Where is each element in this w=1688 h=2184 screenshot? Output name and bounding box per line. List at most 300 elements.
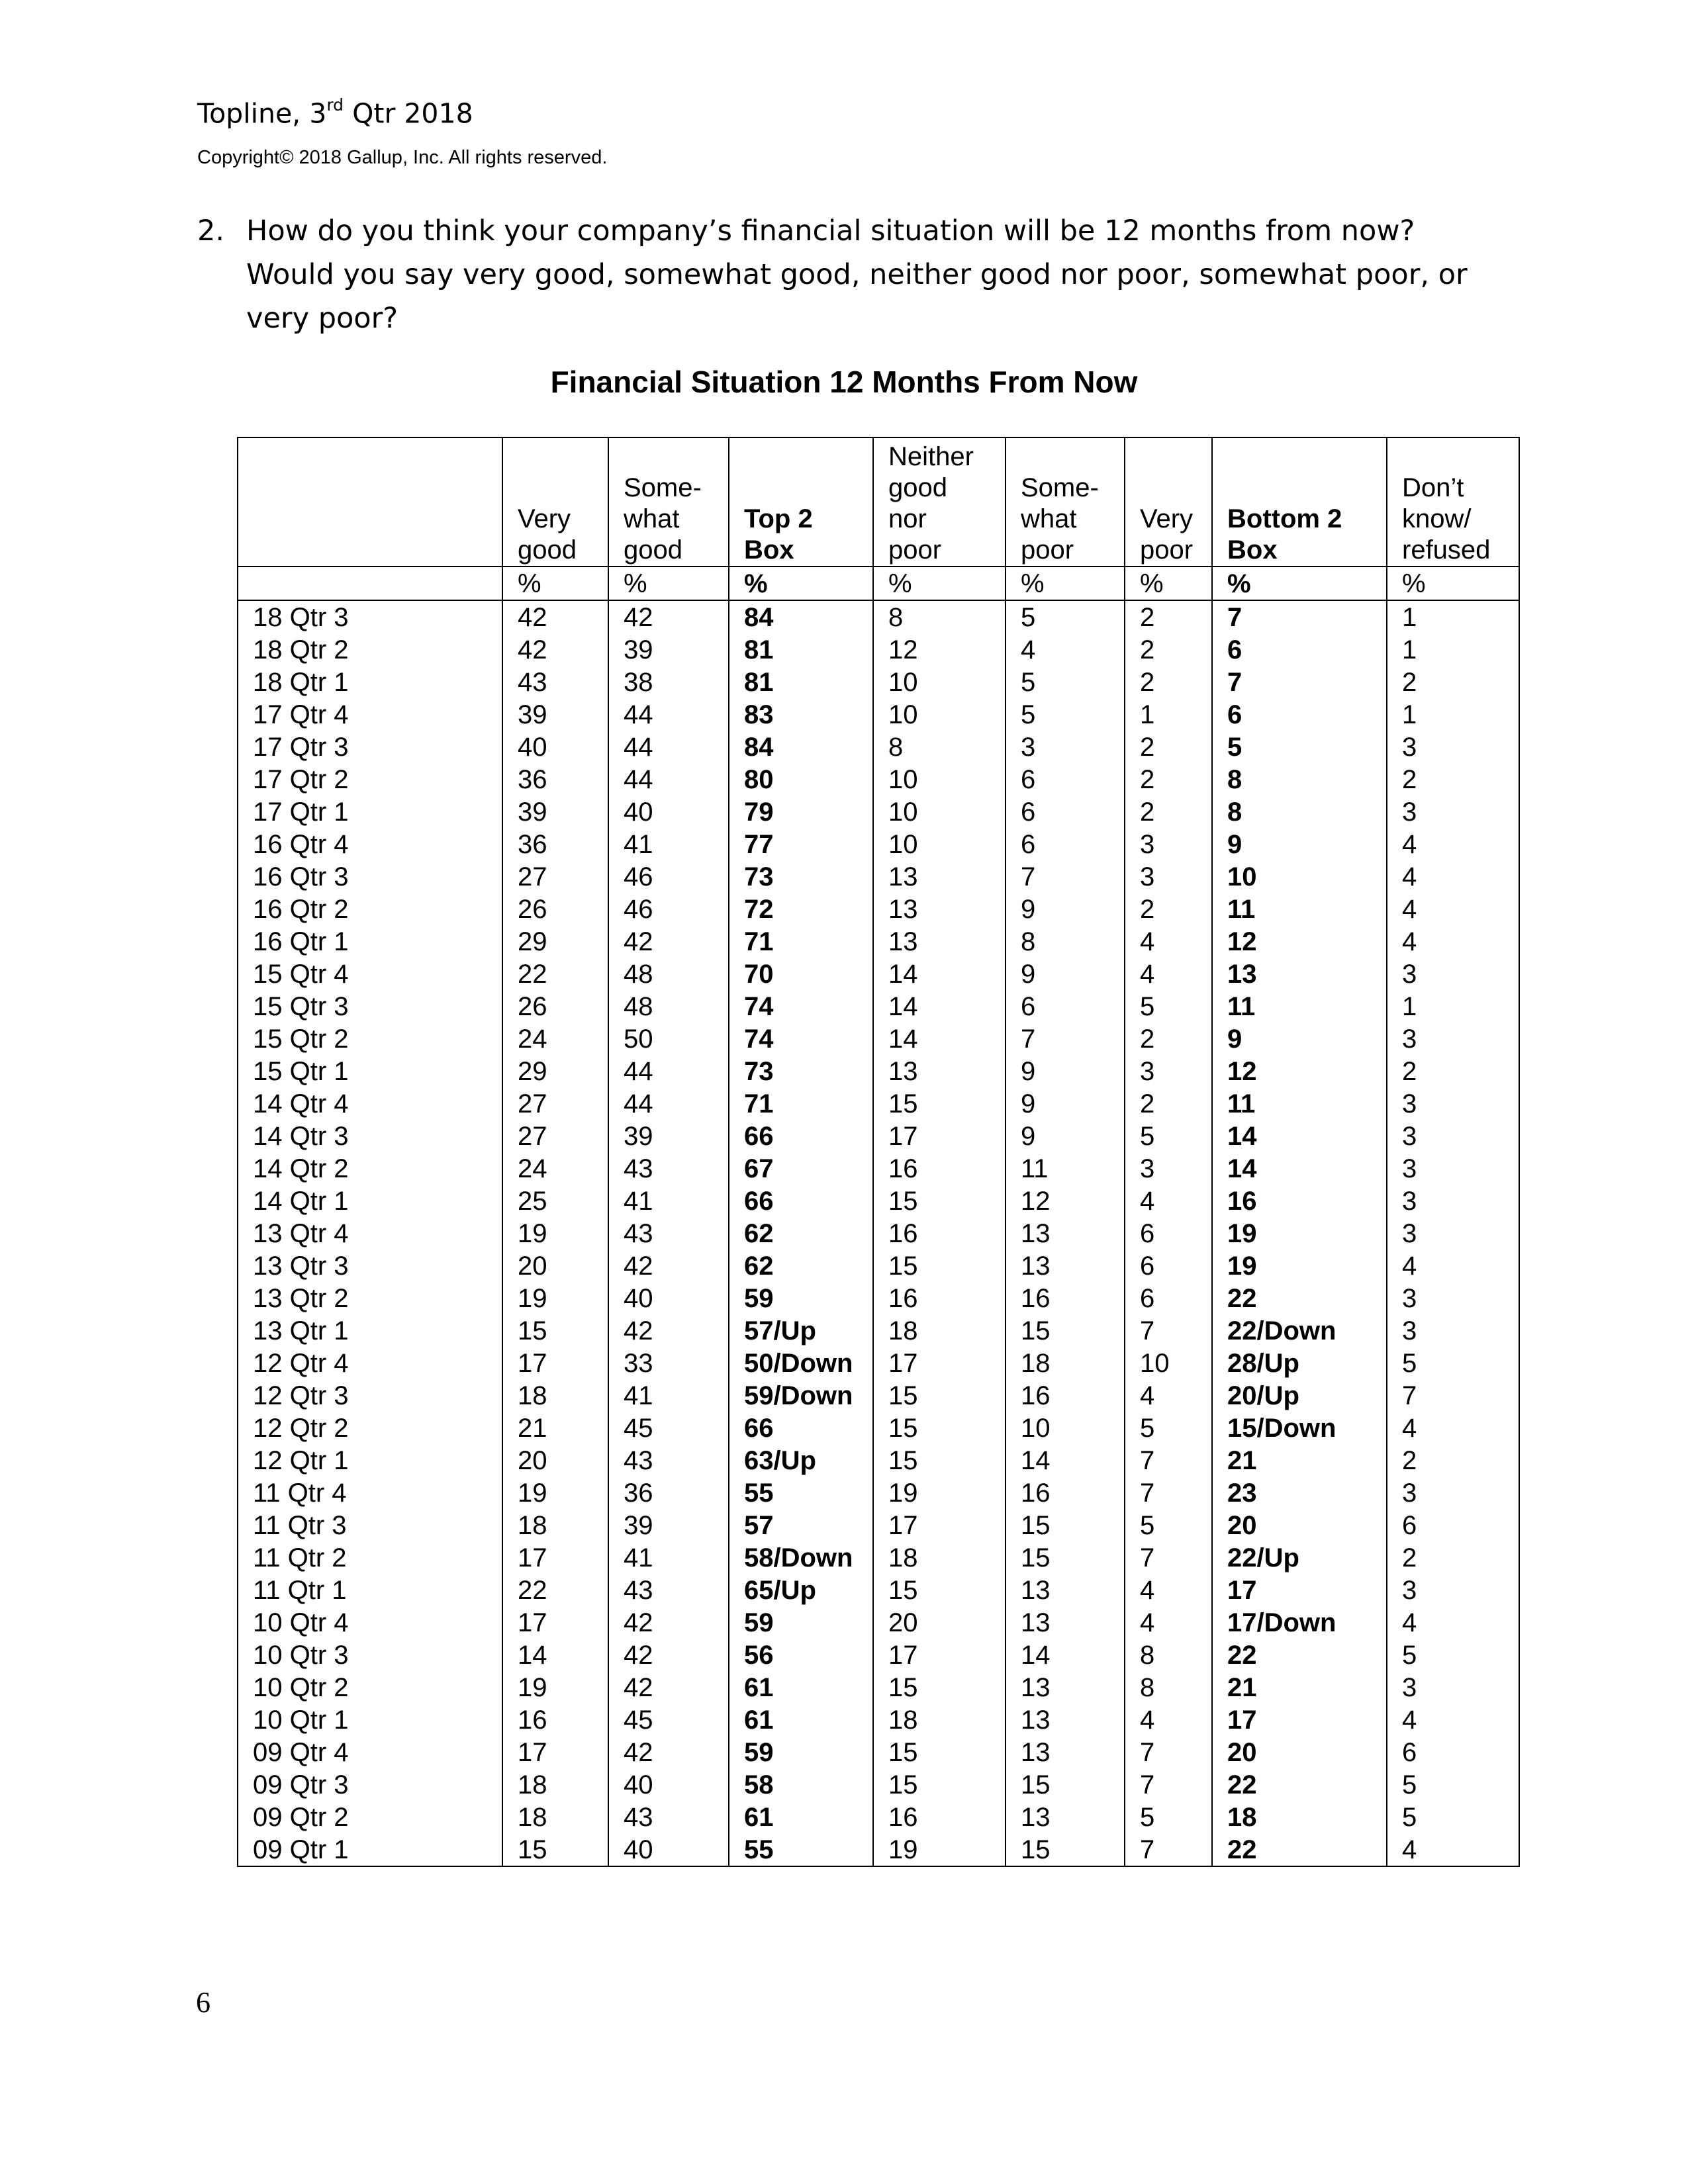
- table-cell: 3: [1125, 1055, 1212, 1087]
- table-cell: 3: [1387, 1152, 1519, 1185]
- table-cell: 14: [1006, 1444, 1125, 1477]
- table-cell: 9: [1212, 828, 1387, 860]
- row-period-label: 12 Qtr 4: [238, 1347, 502, 1379]
- column-header: [502, 437, 608, 567]
- column-header-line: poor: [1021, 535, 1074, 565]
- table-cell: 17: [502, 1541, 608, 1574]
- table-cell: 39: [502, 796, 608, 828]
- table-cell: 8: [1212, 763, 1387, 796]
- table-cell: 11: [1212, 990, 1387, 1023]
- table-cell: 27: [502, 860, 608, 893]
- table-cell: 18: [873, 1314, 1006, 1347]
- table-cell: 18: [873, 1541, 1006, 1574]
- table-cell: 1: [1387, 633, 1519, 666]
- table-cell: 2: [1387, 666, 1519, 698]
- table-cell: 3: [1006, 731, 1125, 763]
- table-row: [238, 1639, 1519, 1671]
- table-cell: 18: [873, 1704, 1006, 1736]
- table-cell: 40: [608, 1282, 729, 1314]
- table-cell: 10: [873, 698, 1006, 731]
- table-cell: 45: [608, 1412, 729, 1444]
- table-header-row: [238, 437, 1519, 567]
- table-cell: 17: [873, 1120, 1006, 1152]
- table-row: [238, 1379, 1519, 1412]
- row-period-label: 10 Qtr 2: [238, 1671, 502, 1704]
- table-cell: 39: [608, 633, 729, 666]
- table-cell: 77: [729, 828, 873, 860]
- table-cell: 2: [1125, 731, 1212, 763]
- table-cell: 2: [1387, 1541, 1519, 1574]
- column-header-line: refused: [1402, 535, 1491, 565]
- table-cell: 14: [873, 958, 1006, 990]
- table-cell: 41: [608, 1185, 729, 1217]
- unit-cell: %: [502, 567, 608, 600]
- row-period-label: 09 Qtr 2: [238, 1801, 502, 1833]
- table-row: [238, 1087, 1519, 1120]
- table-cell: 38: [608, 666, 729, 698]
- table-cell: 18: [502, 1509, 608, 1541]
- table-cell: 43: [608, 1574, 729, 1606]
- header-title-suffix: Qtr 2018: [344, 97, 473, 130]
- table-cell: 33: [608, 1347, 729, 1379]
- table-cell: 14: [873, 990, 1006, 1023]
- table-cell: 15: [502, 1833, 608, 1866]
- table-row: [238, 1671, 1519, 1704]
- table-cell: 15: [873, 1379, 1006, 1412]
- table-cell: 42: [608, 925, 729, 958]
- table-cell: 24: [502, 1152, 608, 1185]
- unit-cell: %: [729, 567, 873, 600]
- table-cell: 4: [1387, 1833, 1519, 1866]
- table-cell: 2: [1125, 633, 1212, 666]
- table-row: [238, 1736, 1519, 1768]
- table-row: [238, 1347, 1519, 1379]
- table-cell: 6: [1006, 796, 1125, 828]
- table-cell: 1: [1387, 698, 1519, 731]
- table-cell: 2: [1125, 1087, 1212, 1120]
- row-period-label: 18 Qtr 1: [238, 666, 502, 698]
- column-header: [608, 437, 729, 567]
- table-cell: 50/Down: [729, 1347, 873, 1379]
- table-cell: 57/Up: [729, 1314, 873, 1347]
- page-number: 6: [196, 1986, 211, 2019]
- table-row: [238, 860, 1519, 893]
- table-cell: 7: [1125, 1833, 1212, 1866]
- table-cell: 5: [1387, 1347, 1519, 1379]
- table-cell: 9: [1006, 1120, 1125, 1152]
- table-cell: 13: [1006, 1736, 1125, 1768]
- table-cell: 2: [1125, 600, 1212, 633]
- table-row: [238, 1282, 1519, 1314]
- table-cell: 57: [729, 1509, 873, 1541]
- table-cell: 36: [608, 1477, 729, 1509]
- table-cell: 5: [1125, 990, 1212, 1023]
- table-cell: 15/Down: [1212, 1412, 1387, 1444]
- table-cell: 4: [1125, 1379, 1212, 1412]
- table-cell: 15: [873, 1671, 1006, 1704]
- table-cell: 22: [502, 958, 608, 990]
- table-cell: 42: [502, 633, 608, 666]
- row-period-label: 15 Qtr 1: [238, 1055, 502, 1087]
- table-cell: 15: [1006, 1314, 1125, 1347]
- table-cell: 66: [729, 1120, 873, 1152]
- column-header-line: Don’t: [1402, 473, 1464, 502]
- unit-cell: %: [1387, 567, 1519, 600]
- table-cell: 16: [1006, 1477, 1125, 1509]
- table-cell: 55: [729, 1477, 873, 1509]
- row-period-label: 09 Qtr 4: [238, 1736, 502, 1768]
- row-period-label: 18 Qtr 3: [238, 600, 502, 633]
- table-cell: 74: [729, 990, 873, 1023]
- row-period-label: 09 Qtr 3: [238, 1768, 502, 1801]
- table-cell: 16: [873, 1801, 1006, 1833]
- table-cell: 22: [1212, 1282, 1387, 1314]
- column-header-line: [1140, 473, 1211, 504]
- table-cell: 2: [1125, 666, 1212, 698]
- table-cell: 16: [1212, 1185, 1387, 1217]
- table-cell: 9: [1006, 1055, 1125, 1087]
- column-header-line: Box: [1227, 535, 1278, 565]
- row-period-label: 11 Qtr 2: [238, 1541, 502, 1574]
- table-cell: 42: [502, 600, 608, 633]
- table-cell: 40: [502, 731, 608, 763]
- table-cell: 13: [1006, 1574, 1125, 1606]
- table-row: [238, 1477, 1519, 1509]
- table-cell: 7: [1125, 1736, 1212, 1768]
- table-cell: 43: [608, 1217, 729, 1250]
- table-cell: 5: [1006, 600, 1125, 633]
- row-period-label: 16 Qtr 4: [238, 828, 502, 860]
- row-period-label: 17 Qtr 3: [238, 731, 502, 763]
- table-cell: 40: [608, 1768, 729, 1801]
- table-cell: 6: [1212, 633, 1387, 666]
- table-cell: 36: [502, 763, 608, 796]
- table-row: [238, 1833, 1519, 1866]
- table-cell: 6: [1125, 1250, 1212, 1282]
- table-cell: 3: [1387, 958, 1519, 990]
- table-cell: 7: [1125, 1768, 1212, 1801]
- table-cell: 4: [1125, 1574, 1212, 1606]
- table-row: [238, 1412, 1519, 1444]
- copyright-notice: Copyright© 2018 Gallup, Inc. All rights reserved.: [197, 147, 608, 168]
- table-cell: 18: [502, 1379, 608, 1412]
- column-header-line: [1402, 441, 1519, 473]
- table-cell: 4: [1387, 1704, 1519, 1736]
- table-row: [238, 1120, 1519, 1152]
- table-cell: 15: [1006, 1541, 1125, 1574]
- table-cell: 40: [608, 796, 729, 828]
- table-cell: 59/Down: [729, 1379, 873, 1412]
- table-cell: 13: [1006, 1801, 1125, 1833]
- table-cell: 55: [729, 1833, 873, 1866]
- table-cell: 15: [873, 1444, 1006, 1477]
- table-cell: 5: [1006, 698, 1125, 731]
- table-cell: 11: [1006, 1152, 1125, 1185]
- table-cell: 5: [1212, 731, 1387, 763]
- table-cell: 7: [1006, 1023, 1125, 1055]
- row-period-label: 14 Qtr 3: [238, 1120, 502, 1152]
- table-cell: 44: [608, 698, 729, 731]
- row-period-label: 09 Qtr 1: [238, 1833, 502, 1866]
- table-cell: 3: [1387, 1282, 1519, 1314]
- row-period-label: 11 Qtr 3: [238, 1509, 502, 1541]
- table-cell: 27: [502, 1120, 608, 1152]
- table-row: [238, 1152, 1519, 1185]
- table-cell: 22: [502, 1574, 608, 1606]
- table-cell: 19: [502, 1217, 608, 1250]
- column-header-line: good: [624, 535, 682, 565]
- row-period-label: 16 Qtr 1: [238, 925, 502, 958]
- table-cell: 3: [1387, 796, 1519, 828]
- table-body: [238, 600, 1519, 1866]
- table-cell: 6: [1387, 1736, 1519, 1768]
- table-cell: 41: [608, 828, 729, 860]
- table-cell: 39: [608, 1120, 729, 1152]
- table-cell: 21: [1212, 1444, 1387, 1477]
- row-period-label: 14 Qtr 2: [238, 1152, 502, 1185]
- table-cell: 10: [1125, 1347, 1212, 1379]
- table-cell: 81: [729, 633, 873, 666]
- table-cell: 56: [729, 1639, 873, 1671]
- table-cell: 3: [1387, 1087, 1519, 1120]
- table-cell: 13: [1006, 1704, 1125, 1736]
- table-cell: 22/Down: [1212, 1314, 1387, 1347]
- table-cell: 15: [873, 1736, 1006, 1768]
- table-cell: 3: [1125, 828, 1212, 860]
- row-period-label: 12 Qtr 2: [238, 1412, 502, 1444]
- table-cell: 17: [502, 1736, 608, 1768]
- table-cell: 41: [608, 1379, 729, 1412]
- table-cell: 4: [1387, 893, 1519, 925]
- table-cell: 3: [1387, 1477, 1519, 1509]
- table-cell: 39: [608, 1509, 729, 1541]
- table-cell: 15: [873, 1574, 1006, 1606]
- column-header-line: Bottom 2: [1227, 504, 1342, 533]
- table-cell: 20: [1212, 1736, 1387, 1768]
- table-row: [238, 893, 1519, 925]
- table-cell: 3: [1387, 1023, 1519, 1055]
- table-row: [238, 990, 1519, 1023]
- table-cell: 12: [873, 633, 1006, 666]
- table-cell: 15: [873, 1768, 1006, 1801]
- table-cell: 16: [1006, 1282, 1125, 1314]
- table-row: [238, 1704, 1519, 1736]
- row-period-label: 16 Qtr 3: [238, 860, 502, 893]
- table-cell: 10: [873, 828, 1006, 860]
- table-cell: 83: [729, 698, 873, 731]
- table-cell: 5: [1125, 1120, 1212, 1152]
- table-cell: 16: [873, 1152, 1006, 1185]
- unit-cell: %: [873, 567, 1006, 600]
- table-cell: 2: [1125, 893, 1212, 925]
- table-cell: 36: [502, 828, 608, 860]
- unit-cell: %: [1212, 567, 1387, 600]
- table-cell: 28/Up: [1212, 1347, 1387, 1379]
- column-header-line: [1227, 441, 1386, 473]
- table-row: [238, 796, 1519, 828]
- table-cell: 17: [502, 1606, 608, 1639]
- table-cell: 3: [1387, 731, 1519, 763]
- row-period-label: 18 Qtr 2: [238, 633, 502, 666]
- table-cell: 71: [729, 925, 873, 958]
- table-cell: 13: [1006, 1217, 1125, 1250]
- table-cell: 17: [873, 1639, 1006, 1671]
- table-row: [238, 600, 1519, 633]
- header-title-prefix: Topline, 3: [197, 97, 327, 130]
- table-cell: 61: [729, 1801, 873, 1833]
- table-cell: 13: [1006, 1606, 1125, 1639]
- table-cell: 14: [873, 1023, 1006, 1055]
- column-header-line: Very: [1140, 504, 1194, 533]
- table-cell: 2: [1125, 763, 1212, 796]
- table-cell: 15: [873, 1412, 1006, 1444]
- table-cell: 4: [1387, 828, 1519, 860]
- table-cell: 44: [608, 1055, 729, 1087]
- table-cell: 4: [1125, 1704, 1212, 1736]
- table-cell: 67: [729, 1152, 873, 1185]
- question-number: 2.: [197, 214, 225, 248]
- table-cell: 9: [1006, 1087, 1125, 1120]
- table-cell: 20: [873, 1606, 1006, 1639]
- table-row: [238, 763, 1519, 796]
- table-cell: 66: [729, 1185, 873, 1217]
- table-cell: 13: [1006, 1250, 1125, 1282]
- table-cell: 81: [729, 666, 873, 698]
- table-row: [238, 1185, 1519, 1217]
- table-cell: 29: [502, 1055, 608, 1087]
- table-cell: 14: [1212, 1152, 1387, 1185]
- table-cell: 26: [502, 990, 608, 1023]
- table-cell: 19: [873, 1477, 1006, 1509]
- table-cell: 5: [1387, 1801, 1519, 1833]
- row-period-label: 15 Qtr 3: [238, 990, 502, 1023]
- table-cell: 19: [502, 1671, 608, 1704]
- column-header-line: know/: [1402, 504, 1472, 533]
- table-cell: 18: [1006, 1347, 1125, 1379]
- table-cell: 62: [729, 1217, 873, 1250]
- table-cell: 17: [1212, 1574, 1387, 1606]
- column-header-line: poor: [888, 535, 942, 565]
- column-header-line: nor: [888, 504, 927, 533]
- table-cell: 42: [608, 1606, 729, 1639]
- table-cell: 9: [1006, 958, 1125, 990]
- table-cell: 16: [873, 1217, 1006, 1250]
- table-cell: 11: [1212, 893, 1387, 925]
- table-cell: 22/Up: [1212, 1541, 1387, 1574]
- table-cell: 14: [1006, 1639, 1125, 1671]
- row-period-label: 10 Qtr 3: [238, 1639, 502, 1671]
- table-cell: 3: [1125, 860, 1212, 893]
- table-cell: 42: [608, 1639, 729, 1671]
- column-header: [1387, 437, 1519, 567]
- unit-cell: %: [1006, 567, 1125, 600]
- column-header-line: Box: [744, 535, 794, 565]
- column-header-line: what: [624, 504, 680, 533]
- table-cell: 15: [1006, 1768, 1125, 1801]
- table-cell: 17: [502, 1347, 608, 1379]
- table-cell: 25: [502, 1185, 608, 1217]
- table-cell: 5: [1125, 1509, 1212, 1541]
- row-period-label: 10 Qtr 1: [238, 1704, 502, 1736]
- table-cell: 16: [502, 1704, 608, 1736]
- table-cell: 20: [502, 1250, 608, 1282]
- table-row: [238, 1023, 1519, 1055]
- table-cell: 61: [729, 1704, 873, 1736]
- table-cell: 5: [1125, 1412, 1212, 1444]
- table-cell: 74: [729, 1023, 873, 1055]
- table-cell: 3: [1387, 1185, 1519, 1217]
- table-cell: 22: [1212, 1833, 1387, 1866]
- row-period-label: 17 Qtr 1: [238, 796, 502, 828]
- table-cell: 15: [873, 1250, 1006, 1282]
- table-cell: 4: [1387, 925, 1519, 958]
- table-cell: 7: [1125, 1477, 1212, 1509]
- table-cell: 5: [1387, 1639, 1519, 1671]
- table-cell: 73: [729, 1055, 873, 1087]
- row-period-label: 13 Qtr 4: [238, 1217, 502, 1250]
- row-period-label: 14 Qtr 1: [238, 1185, 502, 1217]
- table-cell: 2: [1125, 796, 1212, 828]
- column-header: [729, 437, 873, 567]
- table-cell: 23: [1212, 1477, 1387, 1509]
- table-cell: 43: [608, 1152, 729, 1185]
- table-cell: 6: [1006, 763, 1125, 796]
- table-cell: 14: [1212, 1120, 1387, 1152]
- table-cell: 50: [608, 1023, 729, 1055]
- table-cell: 9: [1006, 893, 1125, 925]
- column-header-line: poor: [1140, 535, 1194, 565]
- table-row: [238, 925, 1519, 958]
- table-cell: 6: [1125, 1282, 1212, 1314]
- table-cell: 41: [608, 1541, 729, 1574]
- column-header-line: [518, 441, 608, 473]
- table-cell: 17: [873, 1347, 1006, 1379]
- table-cell: 29: [502, 925, 608, 958]
- unit-row-label: [238, 567, 502, 600]
- table-row: [238, 1314, 1519, 1347]
- table-cell: 19: [502, 1282, 608, 1314]
- table-cell: 71: [729, 1087, 873, 1120]
- table-cell: 20: [502, 1444, 608, 1477]
- table-cell: 17: [1212, 1704, 1387, 1736]
- table-cell: 4: [1387, 860, 1519, 893]
- table-cell: 45: [608, 1704, 729, 1736]
- table-row: [238, 958, 1519, 990]
- table-cell: 21: [502, 1412, 608, 1444]
- column-header-line: [518, 473, 608, 504]
- unit-cell: %: [608, 567, 729, 600]
- table-cell: 48: [608, 990, 729, 1023]
- table-cell: 14: [502, 1639, 608, 1671]
- table-row: [238, 666, 1519, 698]
- table-row: [238, 1574, 1519, 1606]
- table-cell: 12: [1212, 925, 1387, 958]
- table-cell: 58/Down: [729, 1541, 873, 1574]
- table-cell: 59: [729, 1282, 873, 1314]
- table-cell: 4: [1125, 925, 1212, 958]
- table-cell: 43: [502, 666, 608, 698]
- row-period-label: 17 Qtr 2: [238, 763, 502, 796]
- table-cell: 79: [729, 796, 873, 828]
- table-cell: 19: [873, 1833, 1006, 1866]
- table-cell: 46: [608, 860, 729, 893]
- header-title-superscript: rd: [326, 95, 344, 114]
- table-cell: 2: [1387, 763, 1519, 796]
- table-cell: 15: [502, 1314, 608, 1347]
- table-cell: 66: [729, 1412, 873, 1444]
- table-cell: 8: [1125, 1639, 1212, 1671]
- table-cell: 8: [873, 600, 1006, 633]
